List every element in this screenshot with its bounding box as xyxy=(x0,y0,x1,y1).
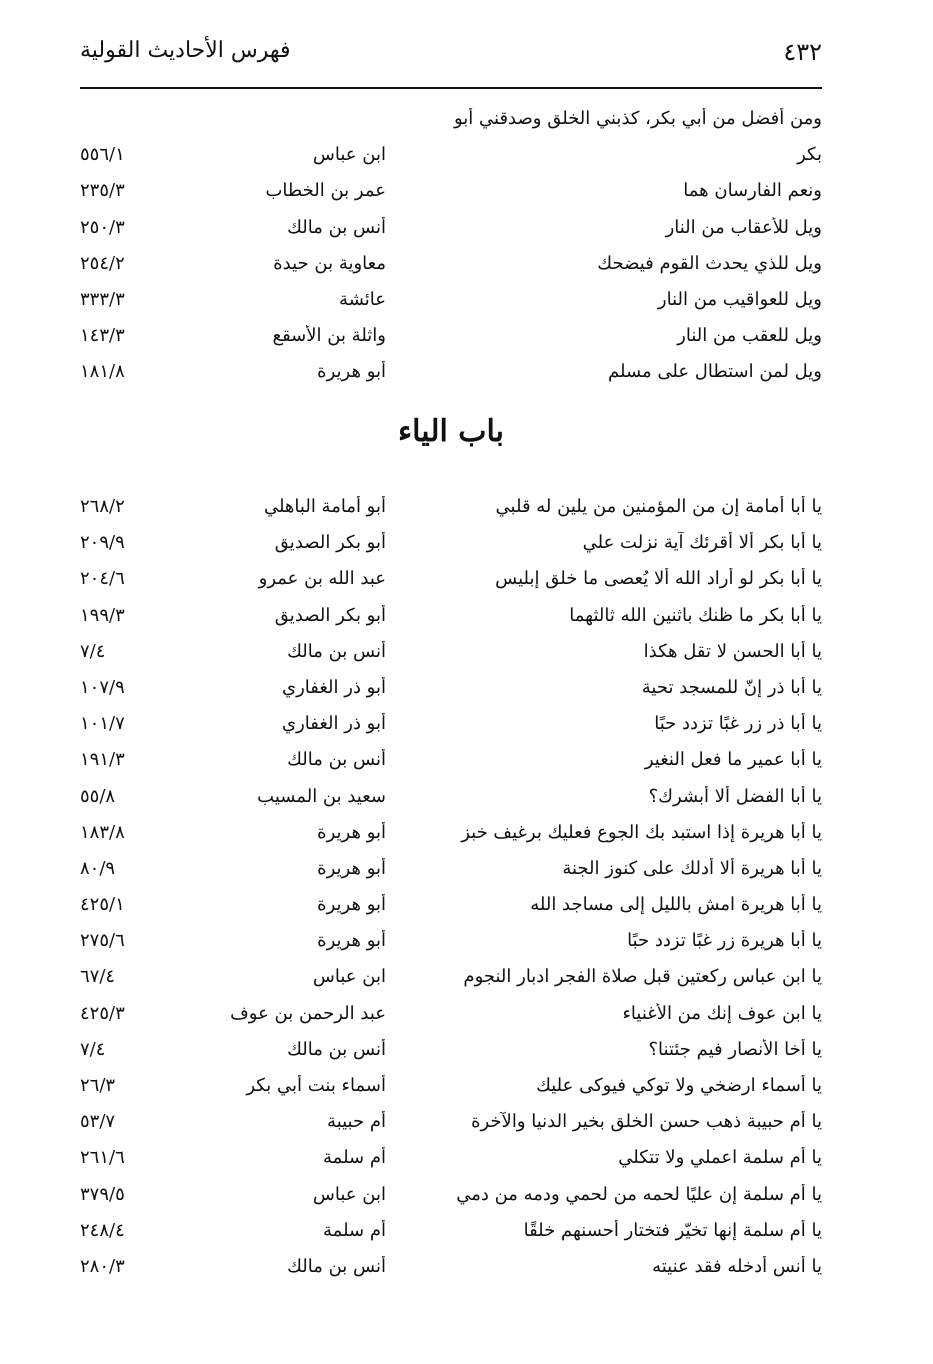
narrator: أبو بكر الصديق xyxy=(274,604,386,626)
entries-section-ya xyxy=(80,492,822,1288)
header-rule xyxy=(80,87,822,89)
index-entry xyxy=(80,673,822,709)
index-entry xyxy=(80,213,822,249)
hadith-text: يا أم سلمة إنها تخيّر فتختار أحسنهم خلقًا xyxy=(523,1219,822,1241)
volume-page-ref: ٢٨٠/٣ xyxy=(80,1255,125,1277)
narrator: أبو هريرة xyxy=(317,361,386,383)
index-entry xyxy=(80,637,822,673)
hadith-text: يا أبا هريرة زر غبًا تزدد حبًا xyxy=(627,930,822,952)
narrator: أبو هريرة xyxy=(317,857,386,879)
hadith-text: يا أبا هريرة ألا أدلك على كنوز الجنة xyxy=(562,857,822,879)
volume-page-ref: ٢٦/٣ xyxy=(80,1075,116,1096)
hadith-text: يا أبا الحسن لا تقل هكذا xyxy=(643,640,822,662)
hadith-text: ويل للعواقيب من النار xyxy=(657,288,822,310)
volume-page-ref: ٧/٤ xyxy=(80,640,106,662)
hadith-text: ونعم الفارسان هما xyxy=(683,180,822,202)
hadith-text: يا أخا الأنصار فيم جئتنا؟ xyxy=(648,1038,822,1060)
index-entry xyxy=(80,818,822,854)
hadith-text: يا أبا بكر ألا أقرئك آية نزلت علي xyxy=(582,532,822,554)
volume-page-ref: ١٤٣/٣ xyxy=(80,325,125,347)
narrator: أم سلمة xyxy=(323,1147,386,1169)
narrator: ابن عباس xyxy=(312,966,386,988)
hadith-text: يا أبا هريرة امش بالليل إلى مساجد الله xyxy=(530,894,822,916)
index-entry xyxy=(80,528,822,564)
volume-page-ref: ٢٥٠/٣ xyxy=(80,216,125,238)
index-entry-continuation xyxy=(80,104,822,140)
hadith-text: يا ابن عباس ركعتين قبل صلاة الفجر ادبار النجوم xyxy=(463,966,822,988)
narrator: أبو أمامة الباهلي xyxy=(263,496,386,517)
volume-page-ref: ٢٣٥/٣ xyxy=(80,180,125,202)
narrator: ابن عباس xyxy=(312,1183,386,1205)
narrator: عمر بن الخطاب xyxy=(265,180,386,202)
index-entry xyxy=(80,357,822,393)
volume-page-ref: ٨٠/٩ xyxy=(80,857,116,879)
hadith-text: يا أم سلمة اعملي ولا تتكلي xyxy=(618,1147,822,1169)
volume-page-ref: ٣٣٣/٣ xyxy=(80,288,125,310)
narrator: أنس بن مالك xyxy=(287,1038,386,1060)
index-entry xyxy=(80,926,822,962)
index-entry xyxy=(80,564,822,600)
narrator: أنس بن مالك xyxy=(287,1255,386,1277)
hadith-text: يا أبا ذر إنّ للمسجد تحية xyxy=(641,676,822,698)
index-entry xyxy=(80,601,822,637)
hadith-text: يا أبا هريرة إذا استبد بك الجوع فعليك برغيف خبز xyxy=(461,821,822,843)
narrator: عبد الله بن عمرو xyxy=(258,568,386,590)
hadith-text: يا أبا ذر زر غبًا تزدد حبًا xyxy=(654,713,822,735)
index-entry xyxy=(80,1252,822,1288)
hadith-text: يا أبا أمامة إن من المؤمنين من يلين له قلبي xyxy=(495,496,822,517)
index-entry xyxy=(80,854,822,890)
entries-section-waw xyxy=(80,104,822,394)
hadith-text: بكر xyxy=(797,144,822,166)
hadith-text: يا أم حبيبة ذهب حسن الخلق بخير الدنيا والآخرة xyxy=(471,1111,822,1133)
hadith-text: يا أسماء ارضخي ولا توكي فيوكى عليك xyxy=(536,1075,822,1096)
hadith-text: ويل لمن استطال على مسلم xyxy=(608,361,822,383)
narrator: أنس بن مالك xyxy=(287,216,386,238)
hadith-text: يا أم سلمة إن عليًا لحمه من لحمي ودمه من دمي xyxy=(456,1183,822,1205)
volume-page-ref: ٥٥/٨ xyxy=(80,785,116,807)
index-entry xyxy=(80,1216,822,1252)
running-title: فهرس الأحاديث القولية xyxy=(80,38,291,63)
index-entry xyxy=(80,745,822,781)
narrator: أنس بن مالك xyxy=(287,749,386,771)
index-entry xyxy=(80,1071,822,1107)
volume-page-ref: ١٩٩/٣ xyxy=(80,604,125,626)
volume-page-ref: ٢٠٩/٩ xyxy=(80,532,125,554)
hadith-text: ويل للعقب من النار xyxy=(677,325,822,347)
index-entry xyxy=(80,890,822,926)
narrator: سعيد بن المسيب xyxy=(257,785,386,807)
volume-page-ref: ١٩١/٣ xyxy=(80,749,125,771)
narrator: معاوية بن حيدة xyxy=(273,252,386,274)
hadith-text: يا أبا الفضل ألا أبشرك؟ xyxy=(648,785,822,807)
narrator: أبو بكر الصديق xyxy=(274,532,386,554)
narrator: عبد الرحمن بن عوف xyxy=(230,1002,386,1024)
index-entry xyxy=(80,140,822,176)
hadith-text: يا أنس أدخله فقد عنيته xyxy=(652,1255,822,1277)
volume-page-ref: ٢٧٥/٦ xyxy=(80,930,125,952)
hadith-text: ويل للذي يحدث القوم فيضحك xyxy=(597,252,822,274)
volume-page-ref: ١٠١/٧ xyxy=(80,713,125,735)
index-entry xyxy=(80,1107,822,1143)
volume-page-ref: ١٨١/٨ xyxy=(80,361,125,383)
hadith-text: ويل للأعقاب من النار xyxy=(665,216,822,238)
volume-page-ref: ٥٥٦/١ xyxy=(80,144,125,166)
narrator: أبو هريرة xyxy=(317,894,386,916)
narrator: أبو ذر الغفاري xyxy=(281,676,386,698)
index-entry xyxy=(80,1143,822,1179)
volume-page-ref: ٢٠٤/٦ xyxy=(80,568,125,590)
index-entry xyxy=(80,176,822,212)
narrator: واثلة بن الأسقع xyxy=(272,325,386,347)
index-entry xyxy=(80,782,822,818)
volume-page-ref: ٤٢٥/٣ xyxy=(80,1002,125,1024)
narrator: أم حبيبة xyxy=(327,1111,386,1133)
narrator: ابن عباس xyxy=(312,144,386,166)
index-entry xyxy=(80,1180,822,1216)
volume-page-ref: ٧/٤ xyxy=(80,1038,106,1060)
narrator: أبو ذر الغفاري xyxy=(281,713,386,735)
volume-page-ref: ٣٧٩/٥ xyxy=(80,1183,125,1205)
index-entry xyxy=(80,999,822,1035)
volume-page-ref: ٥٣/٧ xyxy=(80,1111,116,1133)
index-entry xyxy=(80,962,822,998)
narrator: أبو هريرة xyxy=(317,821,386,843)
volume-page-ref: ٢٥٤/٢ xyxy=(80,252,125,274)
narrator: أسماء بنت أبي بكر xyxy=(246,1075,386,1096)
index-entry xyxy=(80,249,822,285)
hadith-text: ومن أفضل من أبي بكر، كذبني الخلق وصدقني أبو xyxy=(453,108,822,129)
volume-page-ref: ٢٦٨/٢ xyxy=(80,496,125,517)
page-header xyxy=(80,34,822,84)
narrator: عائشة xyxy=(339,288,386,310)
hadith-text: يا أبا بكر لو أراد الله ألا يُعصى ما خلق إبليس xyxy=(495,568,822,590)
volume-page-ref: ١٠٧/٩ xyxy=(80,676,125,698)
hadith-text: يا أبا بكر ما ظنك باثنين الله ثالثهما xyxy=(569,604,822,626)
section-heading: باب الياء xyxy=(398,414,504,449)
index-entry xyxy=(80,321,822,357)
index-entry xyxy=(80,709,822,745)
hadith-text: يا أبا عمير ما فعل النغير xyxy=(644,749,822,771)
volume-page-ref: ٢٦١/٦ xyxy=(80,1147,125,1169)
index-entry xyxy=(80,285,822,321)
narrator: أم سلمة xyxy=(323,1219,386,1241)
volume-page-ref: ٦٧/٤ xyxy=(80,966,116,988)
volume-page-ref: ١٨٣/٨ xyxy=(80,821,125,843)
volume-page-ref: ٢٤٨/٤ xyxy=(80,1219,125,1241)
narrator: أبو هريرة xyxy=(317,930,386,952)
narrator: أنس بن مالك xyxy=(287,640,386,662)
index-entry xyxy=(80,1035,822,1071)
volume-page-ref: ٤٢٥/١ xyxy=(80,894,125,916)
hadith-text: يا ابن عوف إنك من الأغنياء xyxy=(622,1002,822,1024)
page-number: ٤٣٢ xyxy=(783,38,822,66)
index-entry xyxy=(80,492,822,528)
